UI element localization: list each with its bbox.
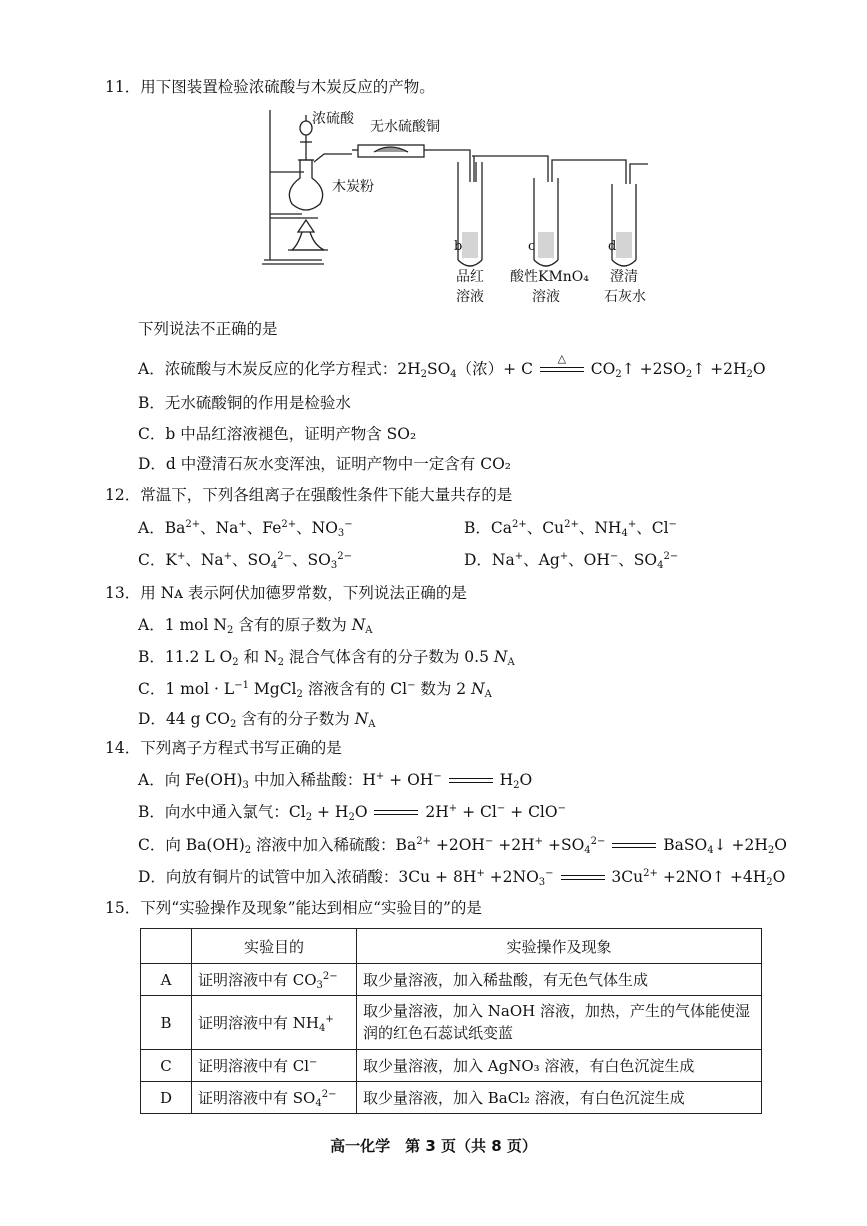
row-goal: 证明溶液中有 $SO_4^{2-}$ xyxy=(192,1082,357,1114)
q14-option-d: D．向放有铜片的试管中加入浓硝酸：$3Cu + 8H^+ +2NO_3^-$ $3Cu^{2+}$ +2NO↑ $+4H_2O$ xyxy=(138,868,786,888)
row-goal: 证明溶液中有 Cl− xyxy=(192,1050,357,1082)
q12-option-d: D．Na+、Ag+、OH−、$SO_4^{2-}$ xyxy=(464,551,679,571)
q11-stem: 11．用下图装置检验浓硫酸与木炭反应的产物。 xyxy=(105,78,435,96)
tube-d-letter: d xyxy=(608,239,617,254)
q12-stem: 12．常温下，下列各组离子在强酸性条件下能大量共存的是 xyxy=(105,486,513,504)
row-letter: A xyxy=(141,964,192,996)
row-operation: 取少量溶液，加入稀盐酸，有无色气体生成 xyxy=(357,964,762,996)
equation-arrow xyxy=(538,352,586,375)
q14-option-b: B．向水中通入氯气：$Cl_2 + H_2O$ 2H+ + Cl− + ClO− xyxy=(138,803,566,823)
q11-option-c: C．b 中品红溶液褪色，证明产物含 SO₂ xyxy=(138,425,417,443)
experiment-table xyxy=(140,928,762,1114)
tube-d-name-1: 澄清 xyxy=(610,269,638,285)
q14-stem: 14．下列离子方程式书写正确的是 xyxy=(105,739,342,757)
q11-option-a-text: A．浓硫酸与木炭反应的化学方程式： xyxy=(138,360,398,378)
q12-option-c: C．K+、Na+、$SO_4^{2-}$、$SO_3^{2-}$ xyxy=(138,551,352,571)
q11-option-d: D．d 中澄清石灰水变浑浊，证明产物中一定含有 CO₂ xyxy=(138,455,511,473)
table-row xyxy=(141,996,762,1050)
row-letter: C xyxy=(141,1050,192,1082)
table-header-goal: 实验目的 xyxy=(192,929,357,964)
table-header-operation: 实验操作及现象 xyxy=(357,929,762,964)
q15-stem: 15．下列“实验操作及现象”能达到相应“实验目的”的是 xyxy=(105,899,482,917)
label-conc-acid: 浓硫酸 xyxy=(312,111,354,127)
q12-option-b: B．$Ca^{2+}$、$Cu^{2+}$、$NH_4^+$、Cl− xyxy=(464,519,677,539)
heat-symbol: △ xyxy=(557,352,567,365)
table-row xyxy=(141,964,762,996)
label-anhydrous-cuso4: 无水硫酸铜 xyxy=(370,119,440,135)
q13-option-d: D．44 g $CO_2$ 含有的分子数为 $N_A$ xyxy=(138,710,376,730)
equation-arrow xyxy=(610,841,658,851)
row-goal: 证明溶液中有 $CO_3^{2-}$ xyxy=(192,964,357,996)
table-header-row xyxy=(141,929,762,964)
table-header-blank xyxy=(141,929,192,964)
equation-arrow xyxy=(372,808,420,818)
q13-option-a: A．1 mol $N_2$ 含有的原子数为 $N_A$ xyxy=(138,616,373,636)
tube-c-letter: c xyxy=(528,239,536,254)
row-operation: 取少量溶液，加入 AgNO₃ 溶液，有白色沉淀生成 xyxy=(357,1050,762,1082)
tube-d-name-2: 石灰水 xyxy=(604,289,646,305)
equation-arrow xyxy=(559,873,607,883)
equation-arrow xyxy=(447,776,495,786)
q12-option-a: A．$Ba^{2+}$、Na+、$Fe^{2+}$、$NO_3^-$ xyxy=(138,519,353,539)
q13-option-c: C．1 mol · $L^{-1}$ MgCl$_2$ 溶液含有的 Cl− 数为 2 $N_A$ xyxy=(138,680,492,700)
row-letter: B xyxy=(141,996,192,1050)
table-row xyxy=(141,1050,762,1082)
tube-b-letter: b xyxy=(454,239,463,254)
row-operation: 取少量溶液，加入 NaOH 溶液，加热，产生的气体能使湿润的红色石蕊试纸变蓝 xyxy=(357,996,762,1050)
tube-b-name-2: 溶液 xyxy=(456,289,484,305)
q11-option-b: B．无水硫酸铜的作用是检验水 xyxy=(138,394,351,412)
tube-b-name-1: 品红 xyxy=(456,269,484,285)
row-operation: 取少量溶液，加入 BaCl₂ 溶液，有白色沉淀生成 xyxy=(357,1082,762,1114)
q11-option-a: A．浓硫酸与木炭反应的化学方程式：$2H_2SO_4$（浓）+ C △ $CO_2↑$ $+2SO_2↑ +2H_2O$ xyxy=(138,352,766,380)
tube-c-name-2: 溶液 xyxy=(532,289,560,305)
row-goal: 证明溶液中有 $NH_4^+$ xyxy=(192,996,357,1050)
label-charcoal: 木炭粉 xyxy=(332,179,374,195)
page-footer: 高一化学 第 3 页（共 8 页） xyxy=(330,1137,537,1155)
q11-prompt: 下列说法不正确的是 xyxy=(138,320,278,338)
q13-option-b: B．11.2 L $O_2$ 和 $N_2$ 混合气体含有的分子数为 0.5 $N_A$ xyxy=(138,648,515,668)
q13-stem: 13．用 Nᴀ 表示阿伏加德罗常数，下列说法正确的是 xyxy=(105,584,467,602)
table-row xyxy=(141,1082,762,1114)
q14-option-a: A．向 $Fe(OH)_3$ 中加入稀盐酸：H+ + OH− $H_2O$ xyxy=(138,771,533,791)
q14-option-c: C．向 $Ba(OH)_2$ 溶液中加入稀硫酸：$Ba^{2+} +2OH^- +2H^+ +SO_4^{2-}$ BaSO$_4$↓ $+2H_2O$ xyxy=(138,836,787,856)
row-letter: D xyxy=(141,1082,192,1114)
tube-c-name-1: 酸性KMnO₄ xyxy=(510,269,589,285)
